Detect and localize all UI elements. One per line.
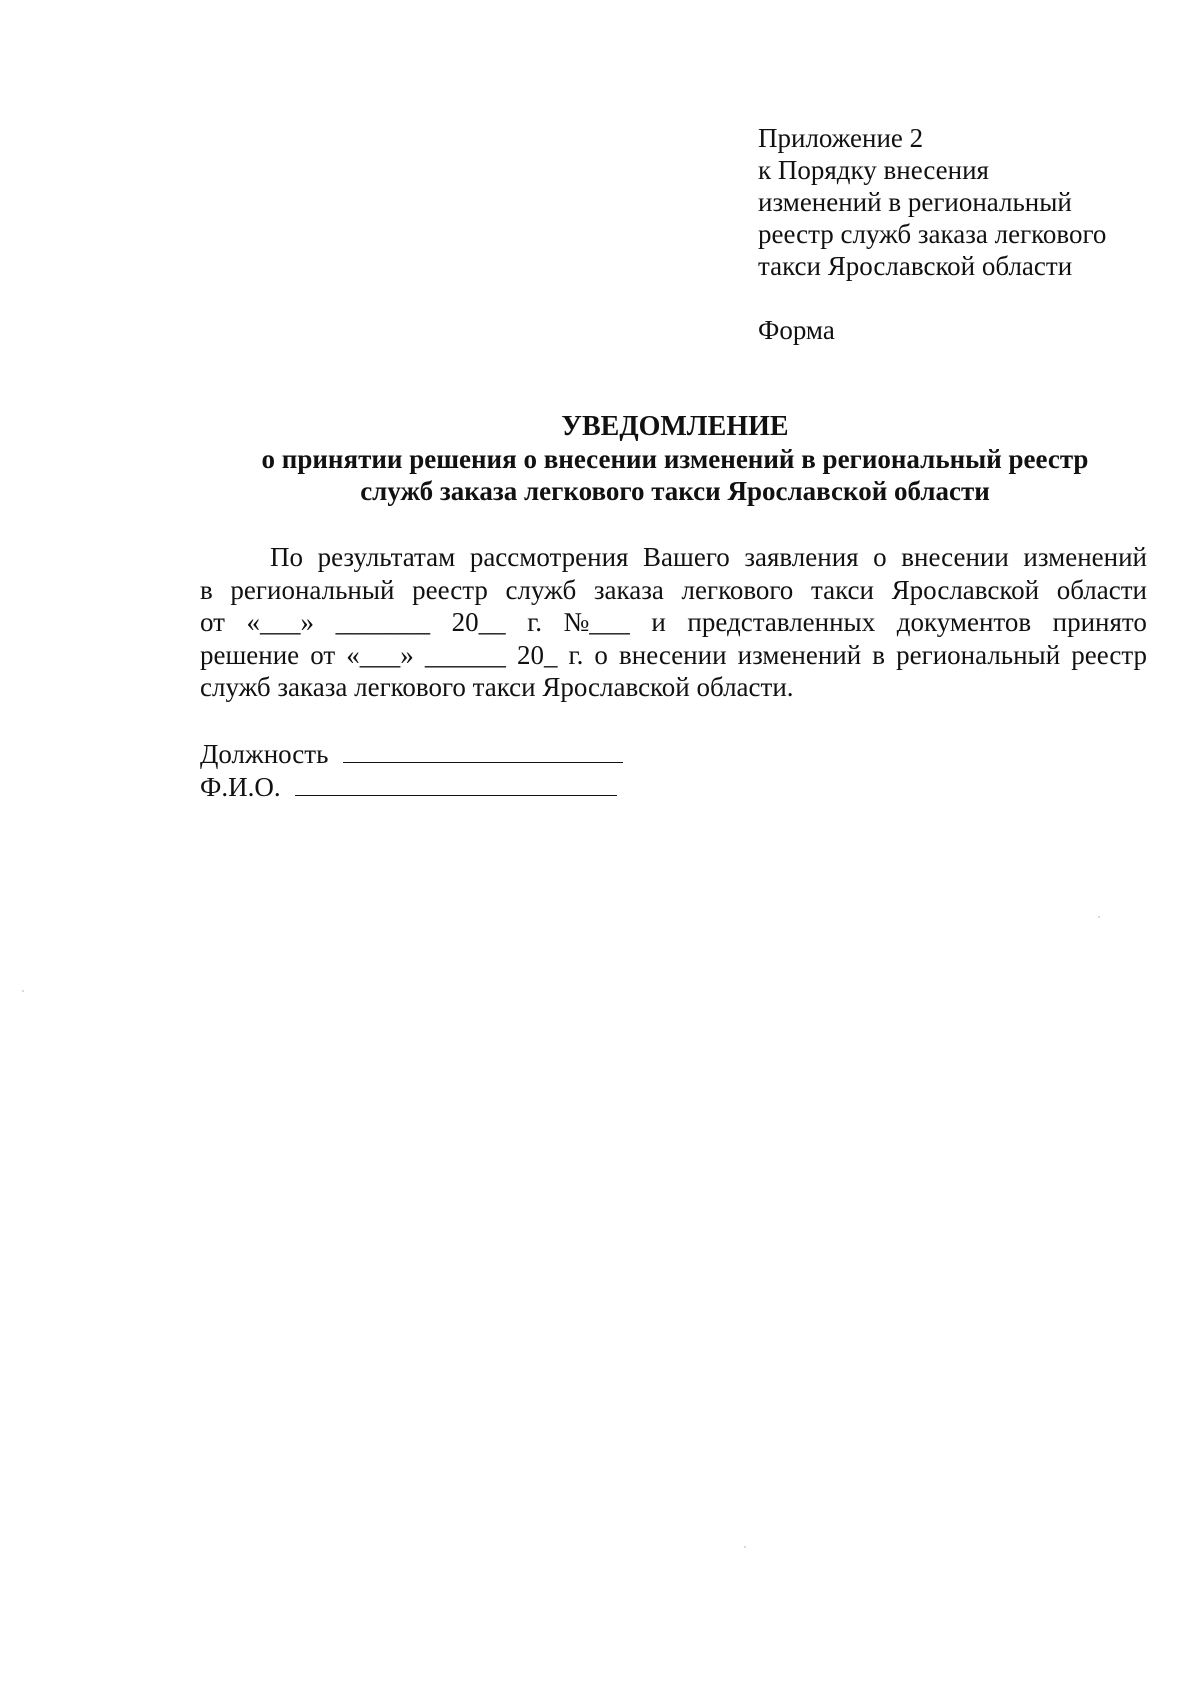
body-line-3 [200, 606, 1147, 639]
form-label: Форма [758, 315, 835, 345]
title-heading: УВЕДОМЛЕНИЕ [561, 411, 789, 442]
body-line-4: решение от «___» ______ 20_ г. о внесении изменений в региональный реестр [200, 639, 1147, 670]
date-month-blank: _______ [335, 607, 431, 637]
annex-line: такси Ярославской области [758, 251, 1073, 281]
scan-speck [744, 1546, 746, 1548]
position-row [200, 738, 623, 771]
annex-line: к Порядку внесения [758, 155, 989, 185]
body-word: представленных [687, 607, 876, 637]
body-word: от [200, 607, 225, 637]
date-year-blank: 20__ [451, 607, 506, 637]
position-label: Должность [200, 739, 329, 769]
name-label: Ф.И.О. [200, 772, 281, 802]
title-subtitle-line-2: служб заказа легкового такси Ярославской области [360, 476, 990, 506]
body-word: г. [527, 607, 542, 637]
annex-line: Приложение 2 [758, 123, 924, 153]
body-line-1: По результатам рассмотрения Вашего заявления о внесении изменений [270, 542, 1147, 572]
body-line-2: в региональный реестр служб заказа легкового такси Ярославской области [200, 574, 1147, 605]
scan-speck [1098, 916, 1100, 918]
annex-line: изменений в региональный [758, 187, 1072, 217]
title-subtitle-line-1: о принятии решения о внесении изменений в региональный реестр [261, 444, 1089, 474]
body-word: документов [896, 607, 1032, 637]
name-blank-line[interactable] [295, 773, 617, 796]
number-blank: №___ [563, 607, 630, 637]
signature-block [200, 738, 623, 804]
name-row [200, 771, 623, 804]
annex-line: реестр служб заказа легкового [758, 219, 1107, 249]
date-day-blank: «___» [246, 607, 315, 637]
annex-block [758, 122, 1178, 346]
body-word: принято [1052, 607, 1147, 637]
scan-speck [22, 990, 24, 992]
body-paragraph [200, 541, 1147, 704]
body-word: и [651, 607, 666, 637]
position-blank-line[interactable] [343, 740, 623, 763]
document-title [200, 411, 1150, 507]
body-line-5: служб заказа легкового такси Ярославской области. [200, 672, 794, 702]
